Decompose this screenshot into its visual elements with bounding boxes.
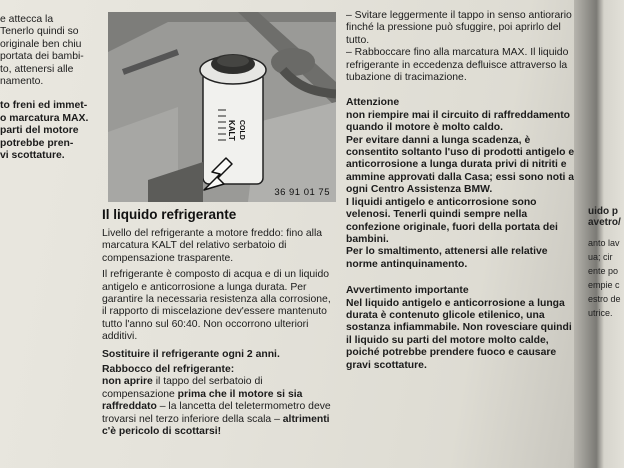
paragraph-warning xyxy=(102,376,338,438)
text-line: potrebbe pren- xyxy=(0,137,74,149)
left-fragment-block-2 xyxy=(0,100,98,162)
text-line: o marcatura MAX. xyxy=(0,112,89,124)
page-gutter xyxy=(574,0,624,468)
important-warning-paragraph: Nel liquido antigelo e anticorrosione a lunga durata è contenuto glicole etilenico, una sostanza infiammabile. Non rovesciare quindi il liquido su parti del motore molto calde, poiché potrebbe prendere fuoco e causare gravi scottature. xyxy=(346,297,572,371)
section-heading: Il liquido refrigerante xyxy=(102,207,237,222)
text-line: estro de xyxy=(588,294,621,304)
instruction-step: – Svitare leggermente il tappo in senso antiorario finché la pressione può sfuggire, poi aprirlo del tutto. xyxy=(346,10,572,46)
text-line: vi scottature. xyxy=(0,150,65,162)
text-line: empie c xyxy=(588,280,620,290)
attention-paragraph: non riempire mai il circuito di raffreddamento quando il motore è molto caldo. xyxy=(346,109,571,134)
attention-paragraph: Per evitare danni a lunga scadenza, è consentito soltanto l'uso di prodotti antigelo e anticorrosione a lunga durata privi di nitriti e ammine approvati dalla Casa; essi sono noti a ogni Centro Assistenza BMW. xyxy=(346,134,575,196)
text-line: portata dei bambi- xyxy=(0,51,84,63)
text-line: utrice. xyxy=(588,308,613,318)
subheading-topup: Rabbocco del refrigerante: xyxy=(102,364,235,376)
text-line: e attecca la xyxy=(0,14,54,25)
text-line: parti del motore xyxy=(0,125,79,137)
warning-text: prima che il motore si sia raffreddato xyxy=(102,388,303,413)
subheading-replace: Sostituire il refrigerante ogni 2 anni. xyxy=(102,348,280,360)
text-line: uido p xyxy=(588,206,618,217)
text-line: Tenerlo quindi so xyxy=(0,26,79,38)
middle-column xyxy=(102,207,338,439)
instruction-step: – Rabboccare fino alla marcatura MAX. Il liquido refrigerante in eccedenza defluisce attraverso la tubazione di tracimazione. xyxy=(346,47,569,84)
paragraph-level: Livello del refrigerante a motore freddo: fino alla marcatura KALT del relativo serbatoio di compensazione trasparente. xyxy=(102,228,323,264)
kalt-label: KALT xyxy=(227,120,236,141)
attention-title: Attenzione xyxy=(346,97,400,109)
far-right-page-fragment-2 xyxy=(588,238,624,322)
text-line: ua; cir xyxy=(588,252,613,262)
text-line: anto lav xyxy=(588,238,620,248)
text-line: ente po xyxy=(588,266,619,276)
far-right-page-fragment xyxy=(588,206,624,228)
warning-text: il tappo del serbatoio di compensazione xyxy=(102,376,263,400)
text-line: originale ben chiu xyxy=(0,38,82,50)
warning-text: – la lancetta del teletermometro deve trovarsi nel terzo inferiore della scala – xyxy=(102,401,331,425)
text-line: to freni ed immet- xyxy=(0,100,88,112)
coolant-reservoir-figure xyxy=(108,12,336,202)
warning-text: non aprire xyxy=(102,376,153,388)
attention-paragraph: Per lo smaltimento, attenersi alle relative norme antinquinamento. xyxy=(346,246,548,270)
important-warning-title: Avvertimento importante xyxy=(346,285,469,297)
paragraph-composition: Il refrigerante è composto di acqua e di un liquido antigelo e anticorrosione a lunga durata. Per garantire la necessaria resistenza alla corrosione, il rapporto di miscelazione dev'essere mantenuto tutto l'anno sul 60:40. Non occorrono ulteriori additivi. xyxy=(102,269,331,343)
cold-label: COLD xyxy=(238,120,245,140)
text-line: namento. xyxy=(0,76,44,88)
right-column xyxy=(346,10,578,372)
warning-text: altrimenti c'è pericolo di scottarsi! xyxy=(102,413,330,438)
text-line: avetro/ xyxy=(588,217,621,228)
figure-number: 36 91 01 75 xyxy=(274,187,330,198)
text-line: to, attenersi alle xyxy=(0,63,74,75)
attention-paragraph: I liquidi antigelo e anticorrosione sono velenosi. Tenerli quindi sempre nella confezione originale, fuori della portata dei bambini. xyxy=(346,196,558,245)
left-fragment-block-1 xyxy=(0,14,98,88)
left-page-fragment xyxy=(0,14,98,162)
